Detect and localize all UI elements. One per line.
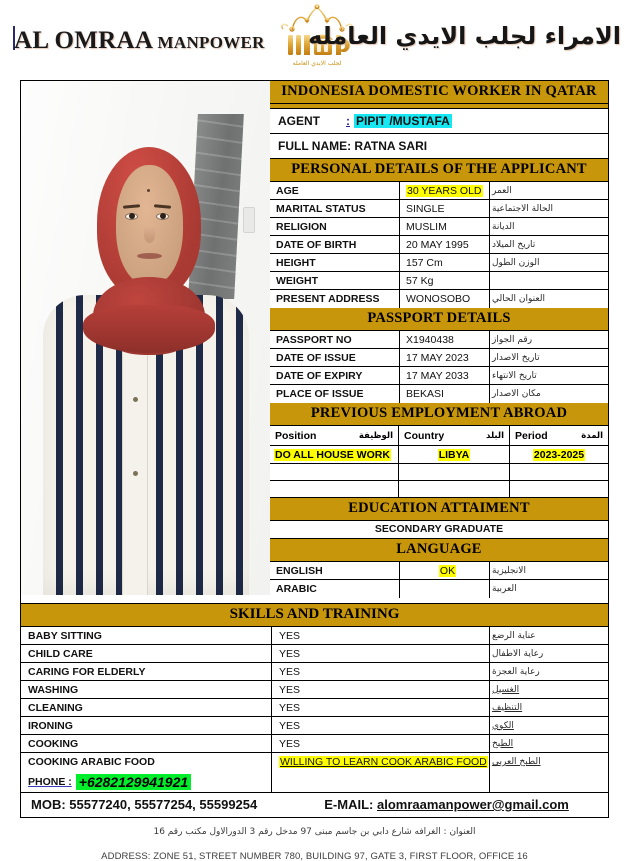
personal-details-header: PERSONAL DETAILS OF THE APPLICANT [270,159,608,182]
skill-value: YES [272,627,490,644]
row-label: DATE OF EXPIRY [270,367,400,384]
row-value: WONOSOBO [400,290,490,308]
skill-value: YES [272,735,490,752]
education-value: SECONDARY GRADUATE [270,521,608,539]
skill-label-arabic: التنظيف [492,702,523,713]
phone-label: PHONE : [28,775,72,788]
table-row [270,254,608,272]
row-label: RELIGION [270,218,400,235]
skill-label-arabic: الطبخ العربي [492,757,541,767]
language-header: LANGUAGE [270,539,608,562]
employment-table [270,426,608,498]
row-value: 30 YEARS OLD [400,182,490,199]
row-label-arabic: مكان الاصدار [492,389,541,399]
email-label: E-MAIL: [324,797,374,812]
row-label-arabic: الانجليزية [492,565,526,576]
cell-position: DO ALL HOUSE WORK [270,446,399,463]
agent-row [270,109,608,134]
company-name-primary: AL OMRAA [14,27,154,54]
row-label-arabic: تاريخ الانتهاء [492,370,537,381]
skill-label-arabic: رعاية الاطفال [492,648,544,659]
skill-value: YES [272,645,490,662]
skill-value: WILLING TO LEARN COOK ARABIC FOOD [272,753,490,771]
table-row [270,562,608,580]
row-label: AGE [270,182,400,199]
applicant-photo [21,81,270,603]
mobile-numbers: MOB: 55577240, 55577254, 55599254 [31,797,258,812]
phone-row [21,771,608,793]
skill-value: YES [272,717,490,734]
cell-period [510,464,608,480]
row-label-arabic: العربية [492,584,517,594]
row-label: ARABIC [270,580,400,598]
address-english: ADDRESS: ZONE 51, STREET NUMBER 780, BUILDING 97, GATE 3, FIRST FLOOR, OFFICE 16 [101,851,528,861]
address-arabic: العنوان : الغرافه شارع دابي بن جاسم مبنى 97 مدخل رقم 3 الدورالاول مكتب رقم 16 [153,827,476,837]
contact-row [21,793,608,817]
table-row [270,200,608,218]
row-label: PRESENT ADDRESS [270,290,400,308]
table-row [21,663,608,681]
document-header [0,0,629,72]
skill-label: CLEANING [21,699,272,716]
cell-country [399,464,510,480]
table-row [270,182,608,200]
info-column [270,81,608,603]
table-row [270,272,608,290]
cell-position [270,464,399,480]
table-row [21,735,608,753]
passport-details-header: PASSPORT DETAILS [270,308,608,331]
table-row [270,331,608,349]
skill-value: YES [272,681,490,698]
phone-cell [21,771,272,792]
cell-position [270,481,399,497]
document-title-bar: INDONESIA DOMESTIC WORKER IN QATAR [270,81,608,104]
personal-details-table [270,182,608,308]
row-label: WEIGHT [270,272,400,289]
agent-value: PIPIT /MUSTAFA [356,114,450,128]
phone-empty-cell [272,771,490,792]
skills-table [21,627,608,771]
table-row [21,717,608,735]
skill-label-arabic: رعاية العجزة [492,666,540,677]
skill-label: CARING FOR ELDERLY [21,663,272,680]
language-table [270,562,608,598]
passport-details-table [270,331,608,403]
row-label: HEIGHT [270,254,400,271]
table-row [270,367,608,385]
phone-number[interactable]: +6282129941921 [76,774,191,790]
column-header-country: Country البلد [399,426,510,445]
table-row [21,627,608,645]
row-label: PLACE OF ISSUE [270,385,400,403]
education-header: EDUCATION ATTAIMENT [270,498,608,521]
row-value: 20 MAY 1995 [400,236,490,253]
cv-frame [20,80,609,818]
row-label: DATE OF ISSUE [270,349,400,366]
row-value: OK [400,562,490,579]
row-label: PASSPORT NO [270,331,400,348]
table-row [270,236,608,254]
skills-header: SKILLS AND TRAINING [21,603,608,627]
column-header-position: Position الوظيفة [270,426,399,445]
row-label-arabic: رقم الجواز [492,334,533,345]
row-value: X1940438 [400,331,490,348]
row-value [400,580,490,598]
company-name-secondary: MANPOWER [157,33,265,52]
agent-separator: : [346,114,350,128]
row-label-arabic: العمر [492,185,512,196]
table-row [21,753,608,771]
table-row [21,645,608,663]
row-label-arabic: تاريخ الميلاد [492,239,536,250]
email-block [324,797,569,812]
skill-label-arabic: الكوي [492,720,514,731]
row-value: 57 Kg [400,272,490,289]
skill-label: WASHING [21,681,272,698]
phone-empty-cell-arabic [490,771,608,792]
row-label: MARITAL STATUS [270,200,400,217]
row-value: 17 MAY 2023 [400,349,490,366]
full-name-row: FULL NAME: RATNA SARI [270,134,608,159]
row-value: MUSLIM [400,218,490,235]
table-row [270,464,608,481]
row-label-arabic: الحالة الاجتماعية [492,203,553,214]
applicant-photo-cell [21,81,270,603]
skill-value: YES [272,699,490,716]
row-label: ENGLISH [270,562,400,579]
email-address[interactable]: alomraamanpower@gmail.com [376,797,569,812]
table-row [270,349,608,367]
skill-label: BABY SITTING [21,627,272,644]
row-value: BEKASI [400,385,490,403]
column-header-period: Period المدة [515,429,603,442]
cell-country: LIBYA [399,446,510,463]
row-label-arabic [490,272,608,289]
table-row [270,580,608,598]
table-row [270,290,608,308]
row-value: 17 MAY 2033 [400,367,490,384]
skill-value: YES [272,663,490,680]
table-row [270,218,608,236]
employment-column-headers [270,426,608,446]
upper-section [21,81,608,603]
table-row [21,681,608,699]
row-label-arabic: الديانة [492,221,515,232]
cell-period: 2023-2025 [533,448,585,461]
employment-header: PREVIOUS EMPLOYMENT ABROAD [270,403,608,426]
row-label-arabic: الوزن الطول [492,257,540,268]
skill-label: COOKING ARABIC FOOD [21,753,272,771]
row-value: SINGLE [400,200,490,217]
skill-label: IRONING [21,717,272,734]
skill-label: COOKING [21,735,272,752]
cell-period [510,481,608,497]
table-row [270,446,608,464]
row-label-arabic: العنوان الحالي [492,294,545,304]
row-label-arabic: تاريخ الاصدار [492,352,540,363]
table-row [21,699,608,717]
cell-country [399,481,510,497]
row-value: 157 Cm [400,254,490,271]
company-name-arabic: الامراء لجلب الايدي العامله [308,22,621,50]
table-row [270,481,608,498]
skill-label: CHILD CARE [21,645,272,662]
skill-label-arabic: الطبخ [492,738,514,749]
row-label: DATE OF BIRTH [270,236,400,253]
agent-label: AGENT [278,114,320,128]
skill-label-arabic: الغسيل [492,684,520,695]
company-name-english [14,27,265,55]
table-row [270,385,608,403]
logo-caption: لجلب الايدي العامله [292,60,342,67]
skill-label-arabic: عناية الرضع [492,630,536,641]
